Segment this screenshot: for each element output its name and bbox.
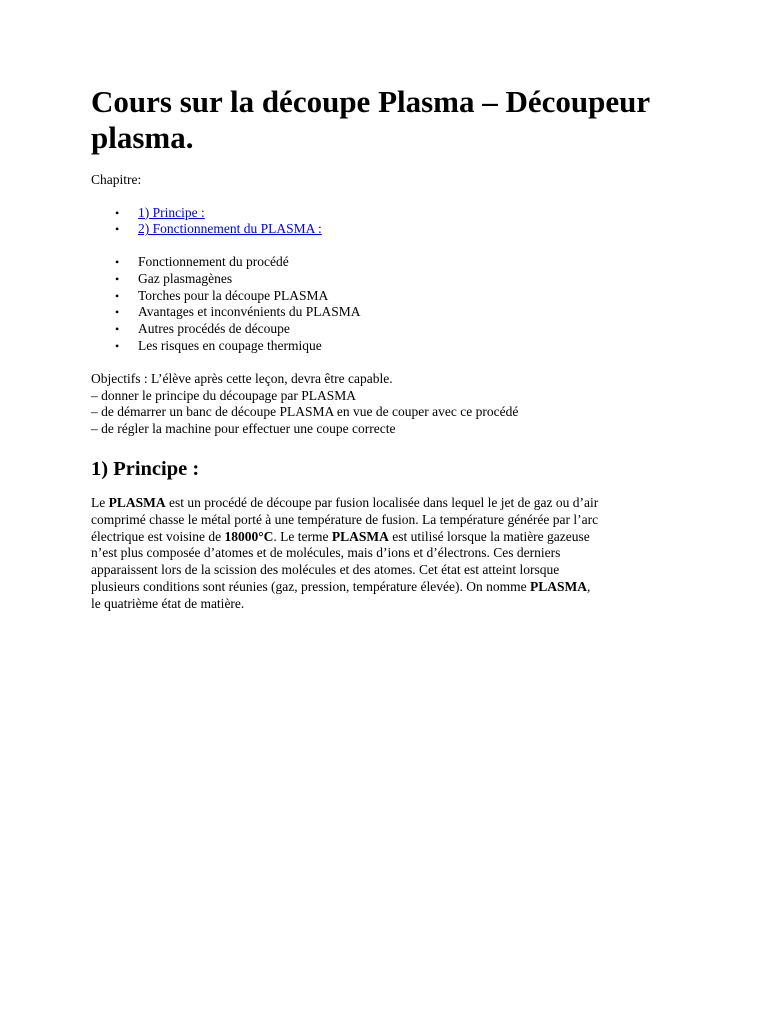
paragraph-line: plusieurs conditions sont réunies (gaz, pression, température élevée). On nomme PLASMA, xyxy=(91,579,591,595)
toc-item-principe xyxy=(91,205,691,222)
section-heading-principe: 1) Principe : xyxy=(91,458,200,481)
paragraph-line: apparaissent lors de la scission des molécules et des atomes. Cet état est atteint lorsque xyxy=(91,562,560,578)
document-page xyxy=(91,84,691,613)
bold-term: 18000°C xyxy=(224,528,274,544)
list-item: • Autres procédés de découpe xyxy=(91,321,691,338)
chapitre-label: Chapitre: xyxy=(91,172,142,187)
principe-paragraph xyxy=(91,495,691,613)
list-item: • Torches pour la découpe PLASMA xyxy=(91,288,691,305)
page-title xyxy=(91,84,691,156)
toc-link-fonctionnement[interactable]: 2) Fonctionnement du PLASMA : xyxy=(138,221,322,237)
paragraph-line: électrique est voisine de 18000°C. Le terme PLASMA est utilisé lorsque la matière gazeuse xyxy=(91,528,590,544)
paragraph-line: le quatrième état de matière. xyxy=(91,595,245,611)
bold-term: PLASMA xyxy=(108,495,166,511)
list-item: • Fonctionnement du procédé xyxy=(91,254,691,271)
objectifs-intro: Objectifs : L’élève après cette leçon, devra être capable. xyxy=(91,370,393,386)
toc-link-principe[interactable]: 1) Principe : xyxy=(138,204,205,220)
list-item: • Gaz plasmagènes xyxy=(91,271,691,288)
objectif-item: – donner le principe du découpage par PLASMA xyxy=(91,387,357,403)
paragraph-line: n’est plus composée d’atomes et de molécules, mais d’ions et d’électrons. Ces derniers xyxy=(91,545,561,561)
objectif-item: – de régler la machine pour effectuer une coupe correcte xyxy=(91,421,396,437)
bold-term: PLASMA xyxy=(530,579,588,595)
toc-item-fonctionnement xyxy=(91,221,691,238)
page-title-line-2: plasma. xyxy=(91,120,194,155)
table-of-contents xyxy=(91,205,691,239)
paragraph-line: comprimé chasse le métal porté à une température de fusion. La température générée par l’arc xyxy=(91,511,599,527)
paragraph-line: Le PLASMA est un procédé de découpe par fusion localisée dans lequel le jet de gaz ou d’air xyxy=(91,495,599,511)
page-title-line-1: Cours sur la découpe Plasma – Découpeur xyxy=(91,84,651,119)
objectifs-block xyxy=(91,371,691,438)
topics-list xyxy=(91,254,691,355)
list-item: • Avantages et inconvénients du PLASMA xyxy=(91,304,691,321)
list-item: • Les risques en coupage thermique xyxy=(91,338,691,355)
objectif-item: – de démarrer un banc de découpe PLASMA en vue de couper avec ce procédé xyxy=(91,404,519,420)
bold-term: PLASMA xyxy=(331,528,389,544)
